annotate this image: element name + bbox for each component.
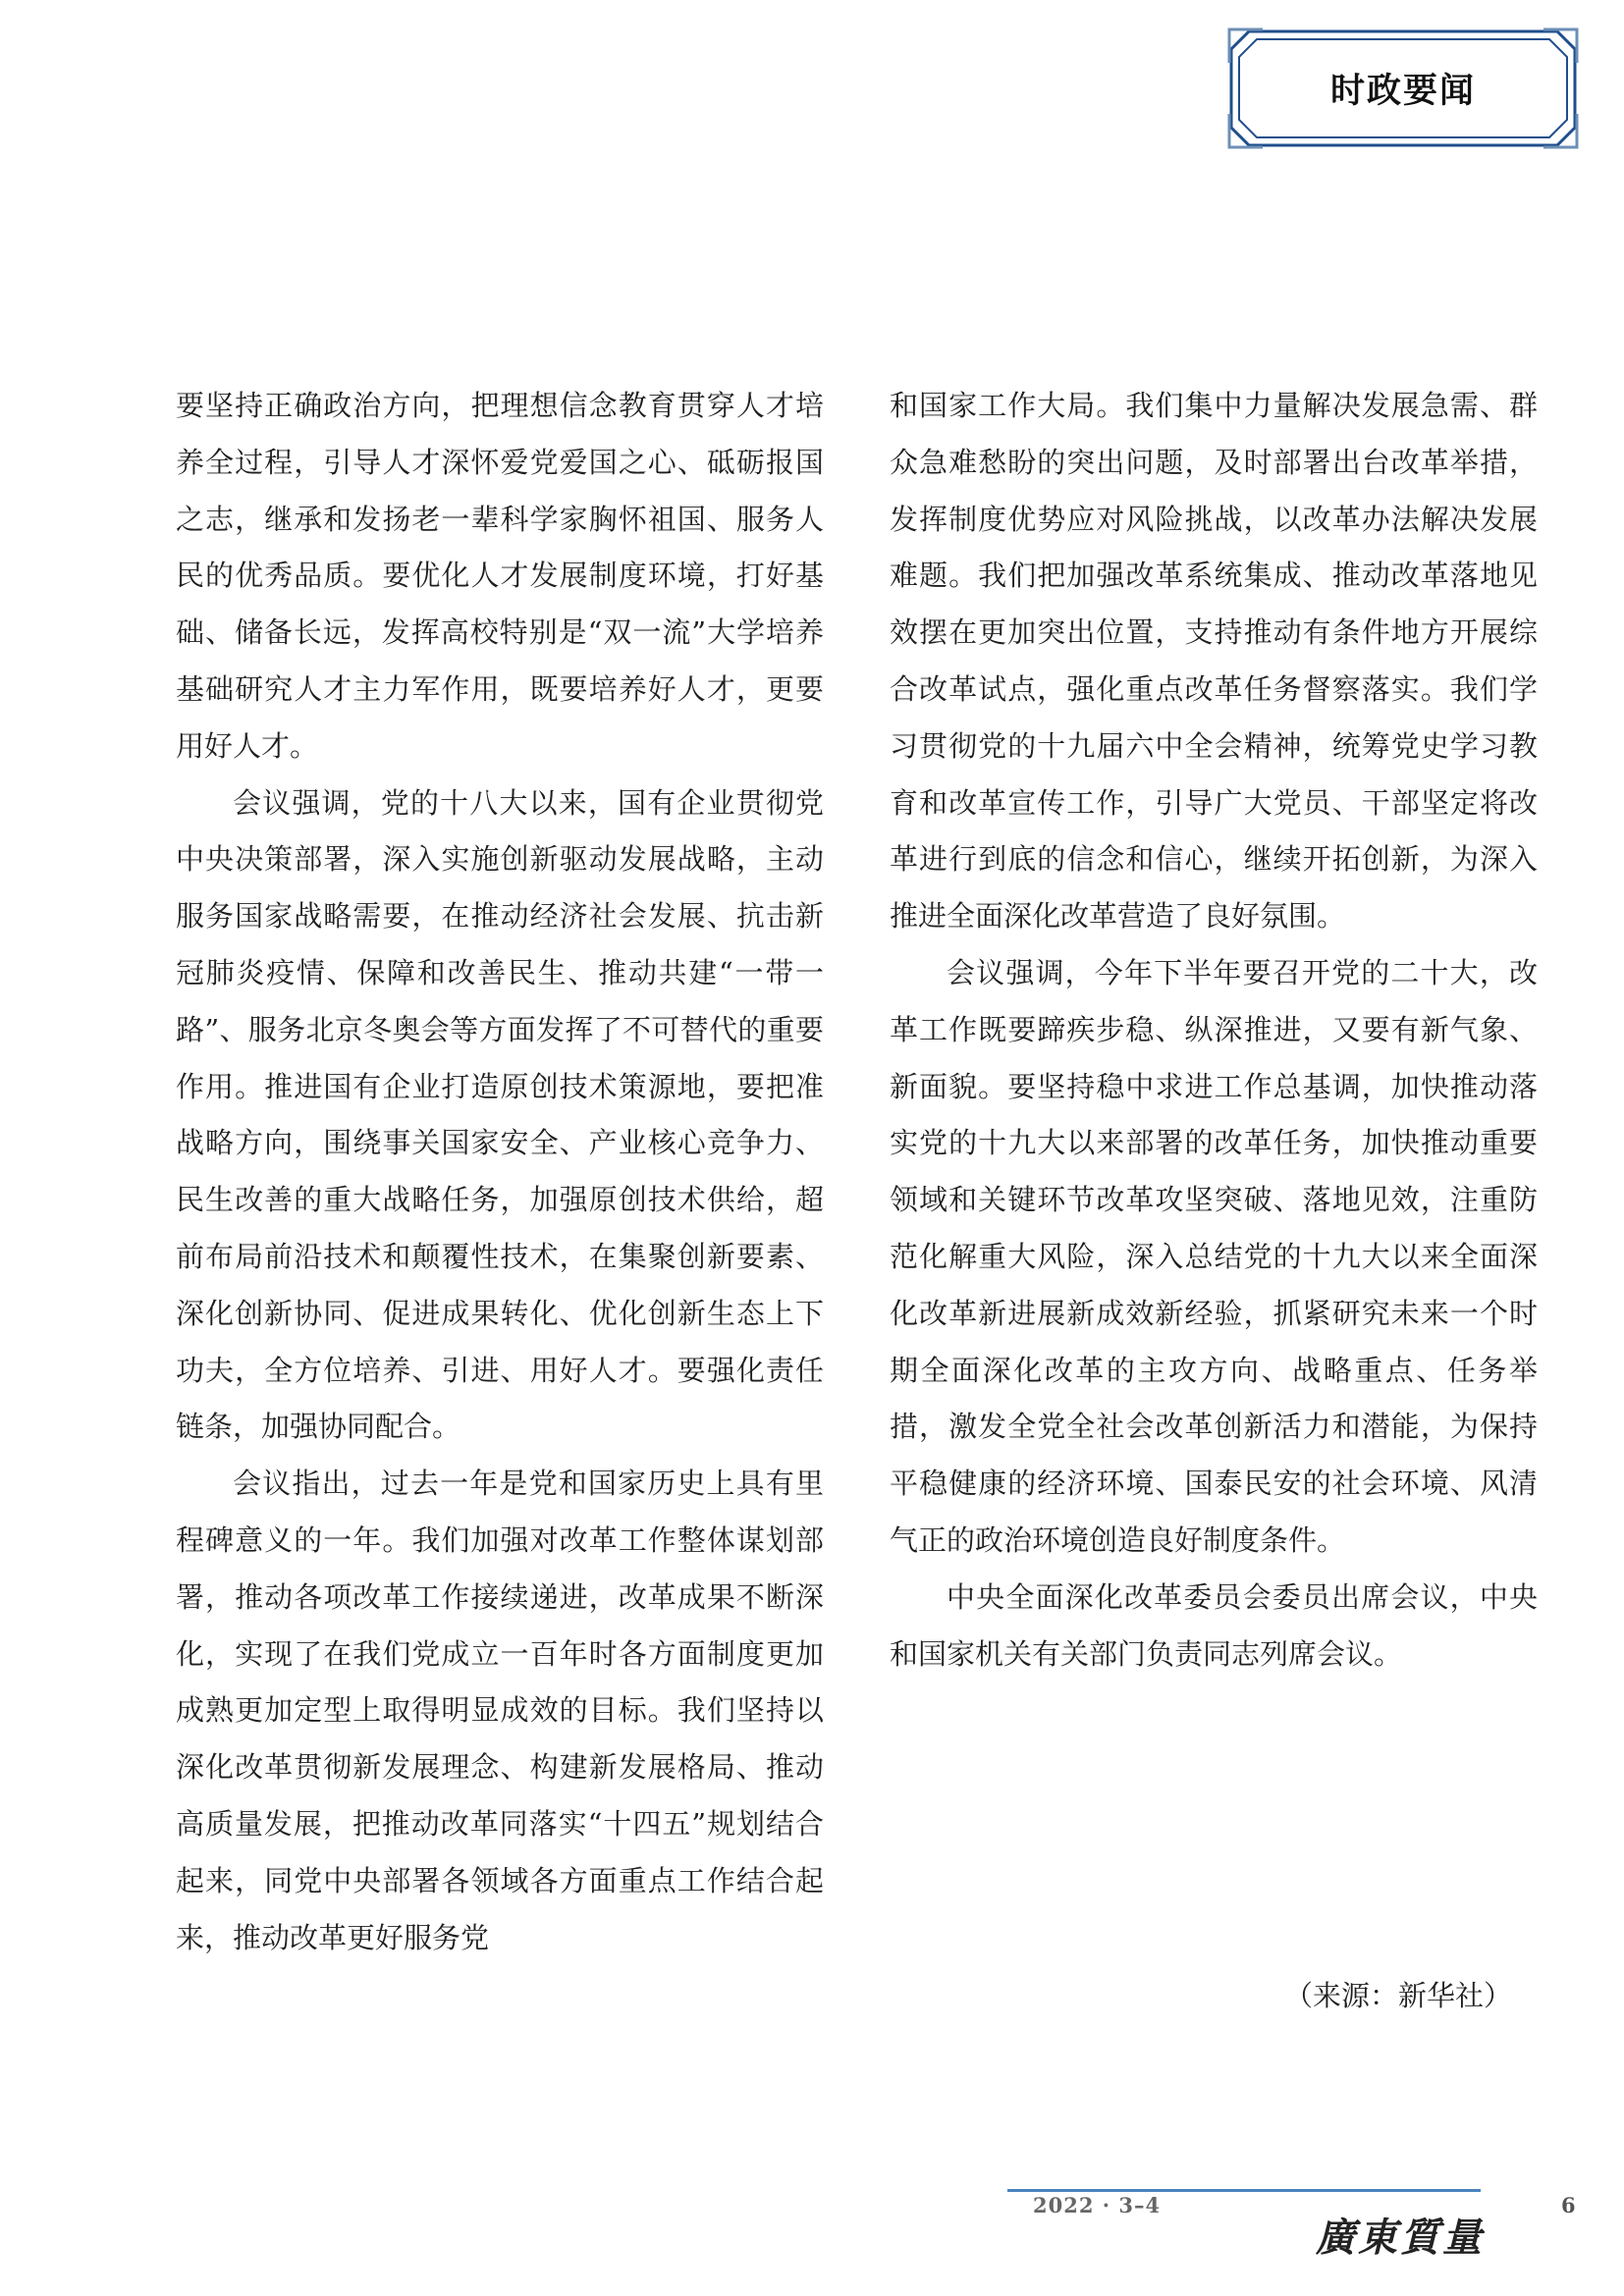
section-badge — [1227, 27, 1579, 149]
paragraph: 会议强调，今年下半年要召开党的二十大，改革工作既要蹄疾步稳、纵深推进，又要有新气象、新面貌。要坚持稳中求进工作总基调，加快推动落实党的十九大以来部署的改革任务，加快推动重要领域和关键环节改革攻坚突破、落地见效，注重防范化解重大风险，深入总结党的十九大以来全面深化改革新进展新成效新经验，抓紧研究未来一个时期全面深化改革的主攻方向、战略重点、任务举措，激发全党全社会改革创新活力和潜能，为保持平稳健康的经济环境、国泰民安的社会环境、风清气正的政治环境创造良好制度条件。 — [890, 955, 1538, 1557]
paragraph: 要坚持正确政治方向，把理想信念教育贯穿人才培养全过程，引导人才深怀爱党爱国之心、砥砺报国之志，继承和发扬老一辈科学家胸怀祖国、服务人民的优秀品质。要优化人才发展制度环境，打好基础、储备长远，发挥高校特别是“双一流”大学培养基础研究人才主力军作用，既要培养好人才，更要用好人才。 — [176, 389, 824, 763]
paragraph: 中央全面深化改革委员会委员出席会议，中央和国家机关有关部门负责同志列席会议。 — [890, 1579, 1538, 1671]
article-source: （来源：新华社） — [1283, 1979, 1512, 2012]
paragraph: 会议强调，党的十八大以来，国有企业贯彻党中央决策部署，深入实施创新驱动发展战略，主动服务国家战略需要，在推动经济社会发展、抗击新冠肺炎疫情、保障和改善民生、推动共建“一带一路”、服务北京冬奥会等方面发挥了不可替代的重要作用。推进国有企业打造原创技术策源地，要把准战略方向，围绕事关国家安全、产业核心竞争力、民生改善的重大战略任务，加强原创技术供给，超前布局前沿技术和颠覆性技术，在集聚创新要素、深化创新协同、促进成果转化、优化创新生态上下功夫，全方位培养、引进、用好人才。要强化责任链条，加强协同配合。 — [176, 785, 824, 1444]
article-column-right — [890, 378, 1538, 1682]
page-number: 6 — [1561, 2193, 1576, 2217]
magazine-logo: 廣東質量 — [1316, 2215, 1485, 2261]
paragraph: 会议指出，过去一年是党和国家历史上具有里程碑意义的一年。我们加强对改革工作整体谋划部署，推动各项改革工作接续递进，改革成果不断深化，实现了在我们党成立一百年时各方面制度更加成熟更加定型上取得明显成效的目标。我们坚持以深化改革贯彻新发展理念、构建新发展格局、推动高质量发展，把推动改革同落实“十四五”规划结合起来，同党中央部署各领域各方面重点工作结合起来，推动改革更好服务党 — [176, 1467, 824, 1954]
article-column-left — [176, 378, 824, 1966]
issue-date: 2022 · 3–4 — [1033, 2193, 1162, 2217]
paragraph: 和国家工作大局。我们集中力量解决发展急需、群众急难愁盼的突出问题，及时部署出台改革举措，发挥制度优势应对风险挑战，以改革办法解决发展难题。我们把加强改革系统集成、推动改革落地见效摆在更加突出位置，支持推动有条件地方开展综合改革试点，强化重点改革任务督察落实。我们学习贯彻党的十九届六中全会精神，统筹党史学习教育和改革宣传工作，引导广大党员、干部坚定将改革进行到底的信念和信心，继续开拓创新，为深入推进全面深化改革营造了良好氛围。 — [890, 389, 1538, 934]
section-title: 时政要闻 — [1329, 72, 1476, 111]
